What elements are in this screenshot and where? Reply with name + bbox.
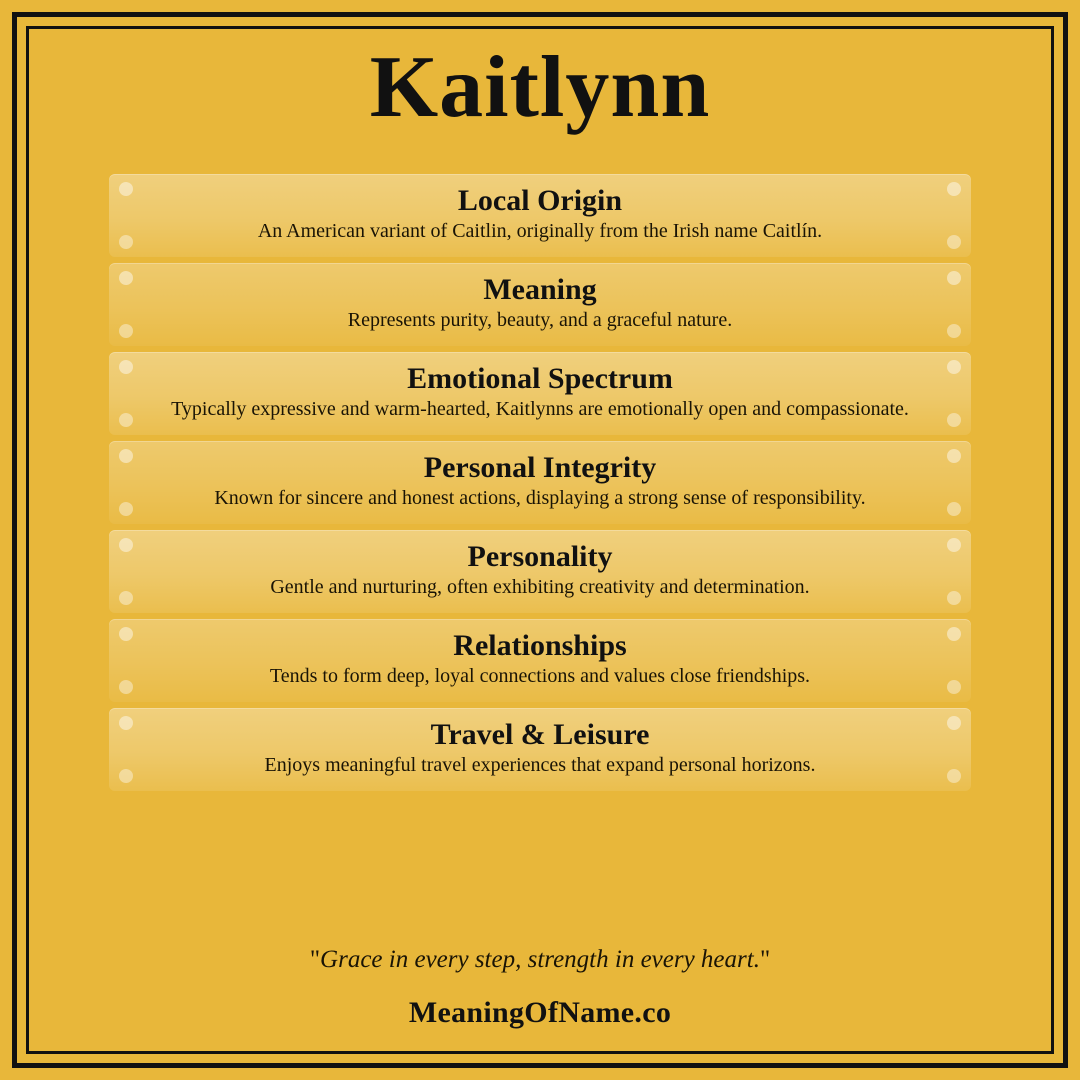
section-title: Relationships <box>453 629 627 663</box>
rivet-bottom-left-icon <box>119 324 133 338</box>
rivet-bottom-left-icon <box>119 680 133 694</box>
section-description: Known for sincere and honest actions, displaying a strong sense of responsibility. <box>214 487 866 510</box>
rivet-bottom-right-icon <box>947 413 961 427</box>
section-description: An American variant of Caitlin, originally from the Irish name Caitlín. <box>257 220 823 243</box>
brand-name: MeaningOfName.co <box>408 996 672 1029</box>
rivet-bottom-right-icon <box>947 324 961 338</box>
card-content <box>36 34 1044 1046</box>
section-card-emotional-spectrum <box>109 352 971 435</box>
section-card-personal-integrity <box>109 441 971 524</box>
section-title: Meaning <box>483 273 597 307</box>
section-description: Tends to form deep, loyal connections and values close friendships. <box>269 665 811 688</box>
rivet-bottom-right-icon <box>947 769 961 783</box>
quote-close-mark: " <box>759 946 771 973</box>
rivet-bottom-left-icon <box>119 591 133 605</box>
rivet-bottom-left-icon <box>119 235 133 249</box>
sections-list <box>109 174 971 791</box>
quote-open-mark: " <box>309 946 321 973</box>
section-title: Local Origin <box>457 184 623 218</box>
section-card-relationships <box>109 619 971 702</box>
section-description: Enjoys meaningful travel experiences that expand personal horizons. <box>264 754 816 777</box>
section-description: Represents purity, beauty, and a graceful nature. <box>347 309 733 332</box>
rivet-bottom-left-icon <box>119 413 133 427</box>
tagline-quote <box>36 946 1044 974</box>
section-card-personality <box>109 530 971 613</box>
section-card-local-origin <box>109 174 971 257</box>
rivet-bottom-left-icon <box>119 769 133 783</box>
section-title: Emotional Spectrum <box>407 362 673 396</box>
section-title: Personality <box>467 540 613 574</box>
rivet-bottom-right-icon <box>947 680 961 694</box>
rivet-bottom-right-icon <box>947 235 961 249</box>
page-title: Kaitlynn <box>369 39 711 136</box>
section-card-meaning <box>109 263 971 346</box>
quote-text: Grace in every step, strength in every heart. <box>320 946 760 973</box>
section-title: Travel & Leisure <box>430 718 650 752</box>
section-card-travel-leisure <box>109 708 971 791</box>
section-description: Gentle and nurturing, often exhibiting creativity and determination. <box>270 576 810 599</box>
section-title: Personal Integrity <box>423 451 657 485</box>
rivet-bottom-left-icon <box>119 502 133 516</box>
rivet-bottom-right-icon <box>947 502 961 516</box>
rivet-bottom-right-icon <box>947 591 961 605</box>
footer <box>36 946 1044 1046</box>
section-description: Typically expressive and warm-hearted, Kaitlynns are emotionally open and compassionate. <box>171 398 909 421</box>
